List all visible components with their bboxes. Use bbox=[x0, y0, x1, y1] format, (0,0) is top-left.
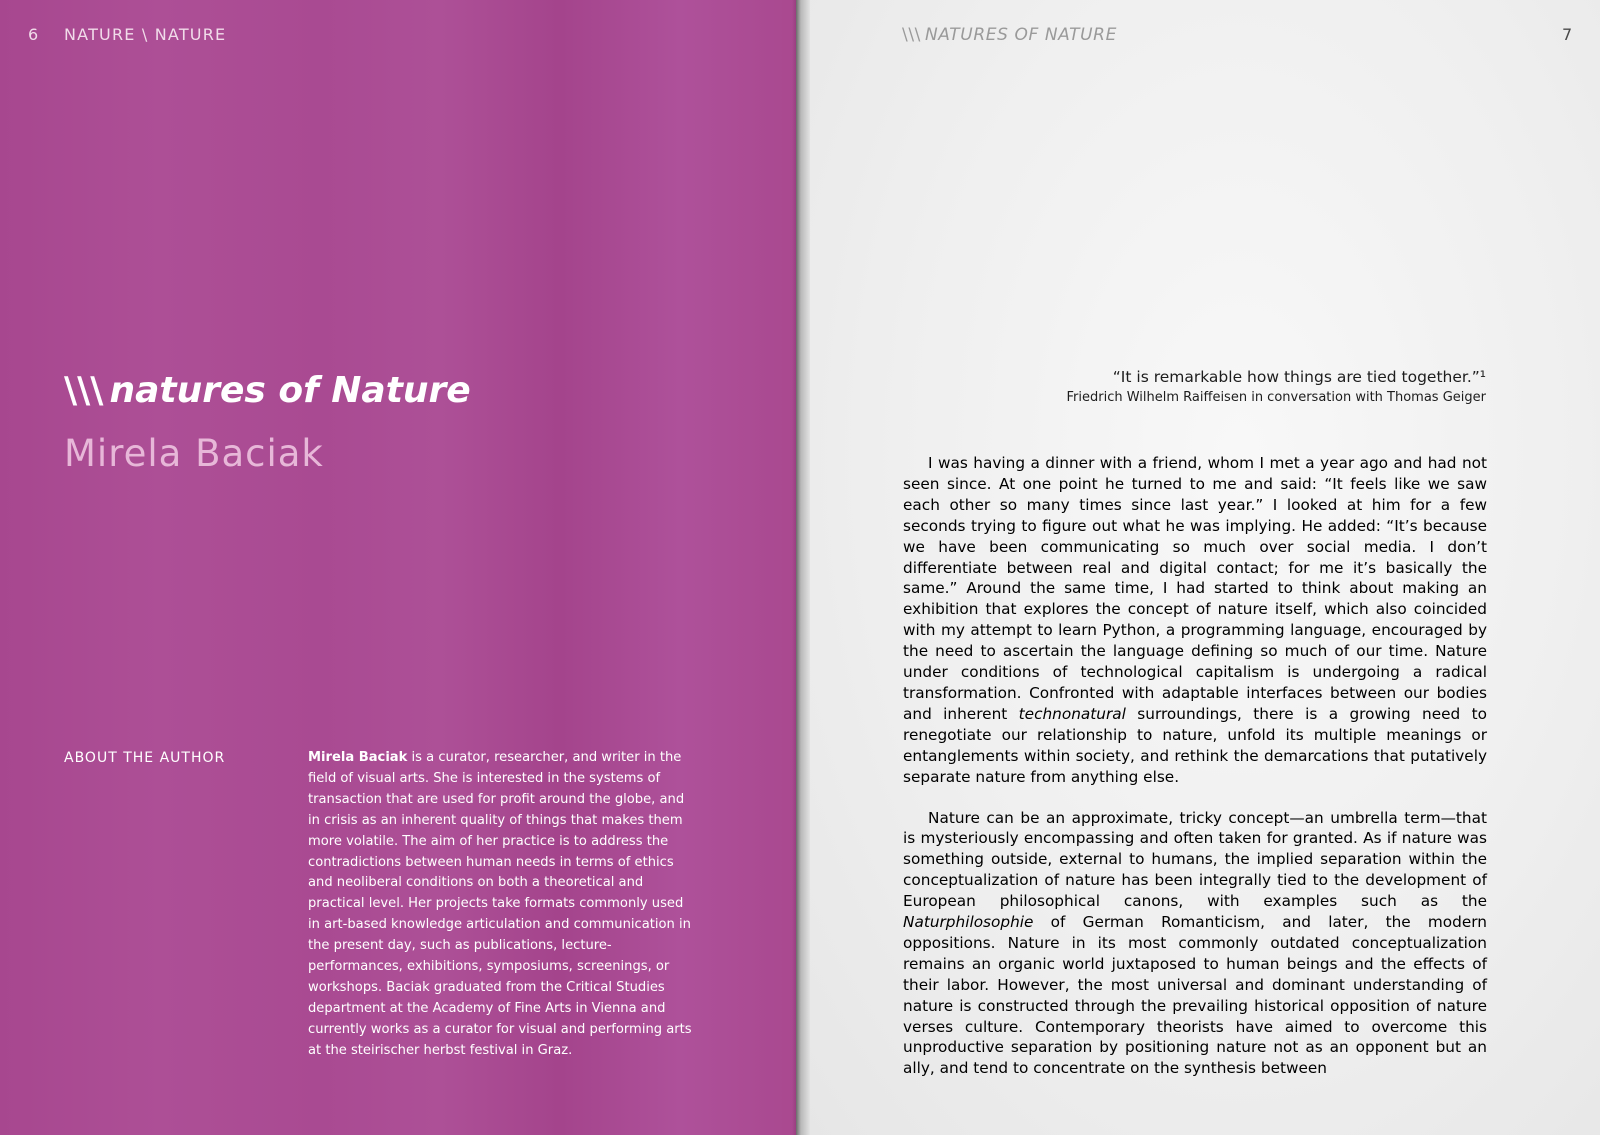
essay-title bbox=[64, 370, 471, 411]
epigraph-quote: “It is remarkable how things are tied together.”¹ bbox=[1112, 368, 1486, 386]
page-number-right: 7 bbox=[1562, 25, 1573, 44]
running-head-right bbox=[902, 25, 1117, 45]
page-number-left: 6 bbox=[28, 25, 39, 44]
about-author-bio: is a curator, researcher, and writer in the field of visual arts. She is interested in the systems of transaction that are used for profit around the globe, and in crisis as an inherent quality of things that makes them more volatile. The aim of her practice is to address the contradictions between human needs in terms of ethics and neoliberal conditions on both a theoretical and practical level. Her projects take formats commonly used in art-based knowledge articulation and communication in the present day, such as publications, lecture-performances, exhibitions, symposiums, screenings, or workshops. Baciak graduated from the Critical Studies department at the Academy of Fine Arts in Vienna and currently works as a curator for visual and performing arts at the steirischer herbst festival in Graz. bbox=[308, 750, 692, 1058]
title-text: natures of Nature bbox=[109, 370, 471, 411]
epigraph-attribution: Friedrich Wilhelm Raiffeisen in conversation with Thomas Geiger bbox=[1066, 390, 1486, 405]
author-name: Mirela Baciak bbox=[64, 432, 324, 475]
italic-term: technonatural bbox=[1018, 704, 1126, 723]
paragraph-1: I was having a dinner with a friend, whom I met a year ago and had not seen since. At one point he turned to me and said: “It feels like we saw each other so many times since last year.” I looked at him for a few seconds trying to figure out what he was implying. He added: “It’s because we have been communicating so much over social media. I don’t differentiate between real and digital contact; for me it’s basically the same.” Around the same time, I had started to think about making an exhibition that explores the concept of nature itself, which also coincided with my attempt to learn Python, a programming language, encouraged by the need to ascertain the language defining so much of our time. Nature under conditions of technological capitalism is undergoing a radical transformation. Confronted with adaptable interfaces between our bodies and inherent technonatural surroundings, there is a growing need to renegotiate our relationship to nature, unfold its multiple meanings or entanglements within society, and rethink the demarcations that putatively separate nature from anything else. bbox=[903, 454, 1487, 786]
essay-body bbox=[903, 453, 1487, 1079]
paragraph-2: Nature can be an approximate, tricky concept—an umbrella term—that is mysteriously encompassing and often taken for granted. As if nature was something outside, external to humans, the implied separation within the conceptualization of nature has been integrally tied to the development of European philosophical canons, with examples such as the Naturphilosophie of German Romanticism, and later, the modern oppositions. Nature in its most commonly outdated conceptualization remains an organic world juxtaposed to human beings and the effects of their labor. However, the most universal and dominant understanding of nature is constructed through the prevailing historical opposition of nature verses culture. Contemporary theorists have aimed to overcome this unproductive separation by positioning nature not as an opponent but an ally, and tend to concentrate on the synthesis between bbox=[903, 808, 1487, 1078]
running-head-left: NATURE \ NATURE bbox=[64, 25, 227, 44]
italic-term: Naturphilosophie bbox=[903, 913, 1034, 932]
running-head-text: NATURES OF NATURE bbox=[924, 25, 1117, 45]
about-author-label: ABOUT THE AUTHOR bbox=[64, 750, 226, 766]
title-slashes: \\\ bbox=[64, 370, 104, 411]
epigraph bbox=[960, 368, 1486, 405]
about-author-text bbox=[308, 748, 698, 1062]
about-author-name: Mirela Baciak bbox=[308, 750, 408, 765]
book-gutter bbox=[796, 0, 810, 1135]
running-head-slashes: \\\ bbox=[902, 25, 921, 45]
